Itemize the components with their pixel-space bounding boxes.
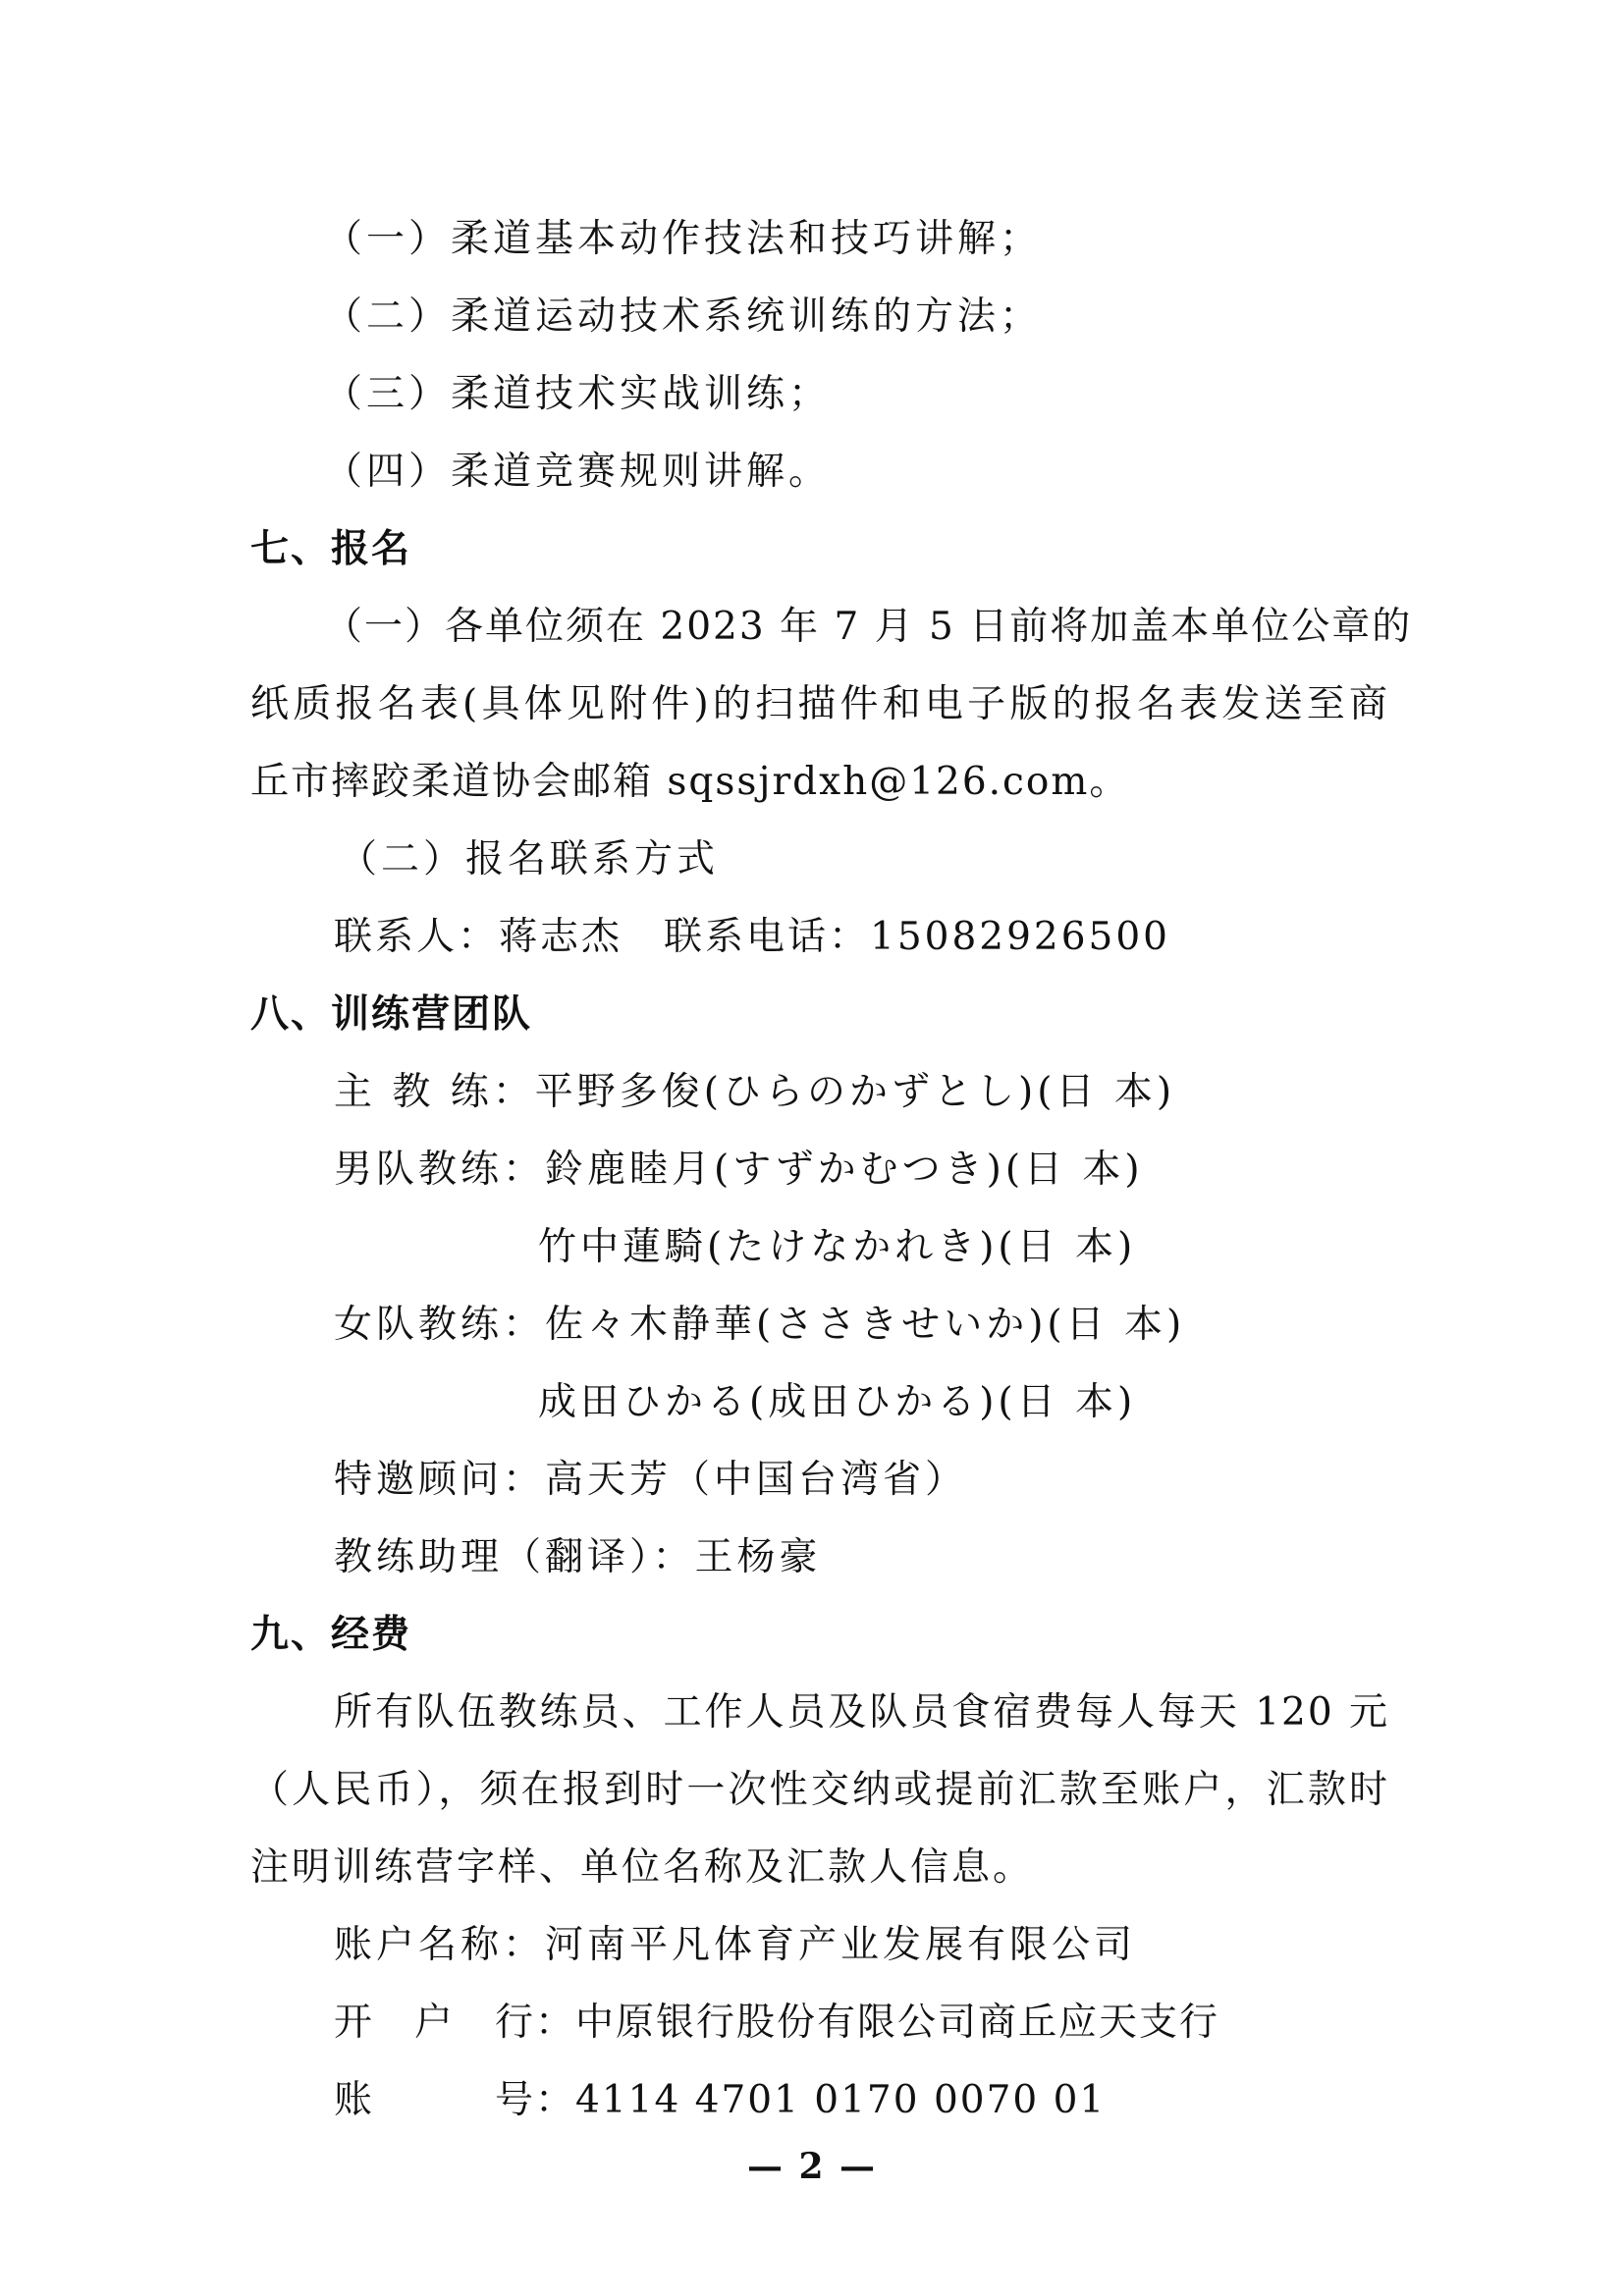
men-coach-line-1: 男队教练：鈴鹿睦月(すずかむつき)(日 本) xyxy=(334,1148,1144,1192)
section9-para-line-3: 注明训练营字样、单位名称及汇款人信息。 xyxy=(250,1845,1035,1890)
section6-item-2: （二）柔道运动技术系统训练的方法； xyxy=(324,294,1043,339)
women-coach-line-2: 成田ひかる(成田ひかる)(日 本) xyxy=(538,1380,1137,1424)
section7-para-line-2: 纸质报名表(具体见附件)的扫描件和电子版的报名表发送至商 xyxy=(250,682,1389,726)
assistant-line: 教练助理（翻译）：王杨豪 xyxy=(334,1535,822,1579)
page-number: — 2 — xyxy=(746,2146,878,2187)
bank-line: 开 户 行：中原银行股份有限公司商丘应天支行 xyxy=(334,2001,1220,2045)
account-name-line: 账户名称：河南平凡体育产业发展有限公司 xyxy=(334,1923,1137,1967)
section7-heading: 七、报名 xyxy=(250,527,412,571)
section9-heading: 九、经费 xyxy=(250,1613,412,1657)
section9-para-line-2: （人民币），须在报到时一次性交纳或提前汇款至账户，汇款时 xyxy=(250,1768,1389,1812)
section8-heading: 八、训练营团队 xyxy=(250,992,533,1037)
section7-para-line-3: 丘市摔跤柔道协会邮箱 sqssjrdxh@126.com。 xyxy=(250,760,1130,804)
section6-item-1: （一）柔道基本动作技法和技巧讲解； xyxy=(324,217,1043,261)
account-number-line: 账 号：4114 4701 0170 0070 01 xyxy=(334,2078,1107,2122)
men-coach-line-2: 竹中蓮騎(たけなかれき)(日 本) xyxy=(538,1225,1137,1269)
head-coach-line: 主 教 练：平野多俊(ひらのかずとし)(日 本) xyxy=(334,1070,1176,1114)
section6-item-4: （四）柔道竞赛规则讲解。 xyxy=(324,450,832,494)
women-coach-line-1: 女队教练：佐々木静華(ささきせいか)(日 本) xyxy=(334,1303,1186,1347)
section6-item-3: （三）柔道技术实战训练； xyxy=(324,372,832,416)
section7-para-line-1: （一）各单位须在 2023 年 7 月 5 日前将加盖本单位公章的 xyxy=(324,605,1413,649)
section7-item-2: （二）报名联系方式 xyxy=(339,837,720,881)
contact-line: 联系人：蒋志杰 联系电话：15082926500 xyxy=(334,915,1170,959)
section9-para-line-1: 所有队伍教练员、工作人员及队员食宿费每人每天 120 元 xyxy=(334,1690,1389,1735)
advisor-line: 特邀顾问：高天芳（中国台湾省） xyxy=(334,1458,968,1502)
